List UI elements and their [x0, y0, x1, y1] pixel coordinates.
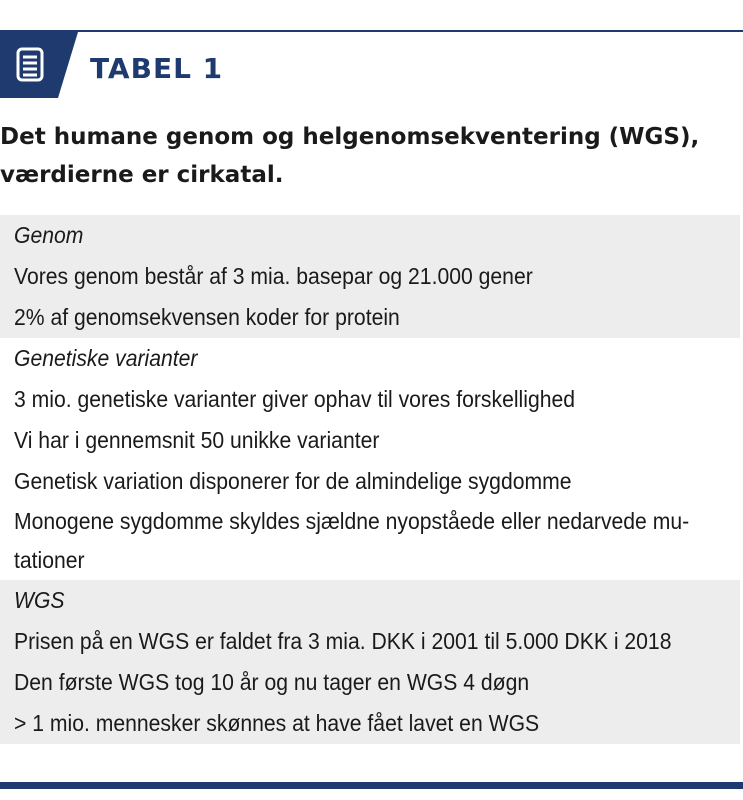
document-list-icon	[0, 32, 78, 98]
bottom-rule	[0, 782, 743, 789]
table-label: TABEL 1	[90, 52, 224, 85]
table-caption: Det humane genom og helgenomsekventering (WGS), værdierne er cirkatal.	[0, 124, 700, 188]
table-row: Genetisk variation disponerer for de almindelige sygdomme	[14, 468, 572, 494]
data-table	[0, 215, 740, 744]
section-genom	[0, 215, 740, 338]
section-genetiske-varianter	[0, 338, 740, 580]
table-row: 3 mio. genetiske varianter giver ophav til vores forskellighed	[14, 386, 576, 412]
table-row: Vores genom består af 3 mia. basepar og 21.000 gener	[14, 263, 533, 289]
section-wgs	[0, 580, 740, 744]
section-heading: Genom	[14, 222, 84, 248]
table-row: Den første WGS tog 10 år og nu tager en WGS 4 døgn	[14, 669, 530, 695]
table-row: 2% af genomsekvensen koder for protein	[14, 304, 400, 330]
table-header	[0, 32, 743, 102]
section-heading: WGS	[14, 587, 65, 613]
section-heading: Genetiske varianter	[14, 345, 198, 371]
table-row: > 1 mio. mennesker skønnes at have fået lavet en WGS	[14, 710, 540, 736]
table-row: Prisen på en WGS er faldet fra 3 mia. DKK i 2001 til 5.000 DKK i 2018	[14, 628, 672, 654]
table-row: Vi har i gennemsnit 50 unikke varianter	[14, 427, 380, 453]
table-row: Monogene sygdomme skyldes sjældne nyopståede eller nedarvede mu-tationer	[14, 508, 690, 573]
